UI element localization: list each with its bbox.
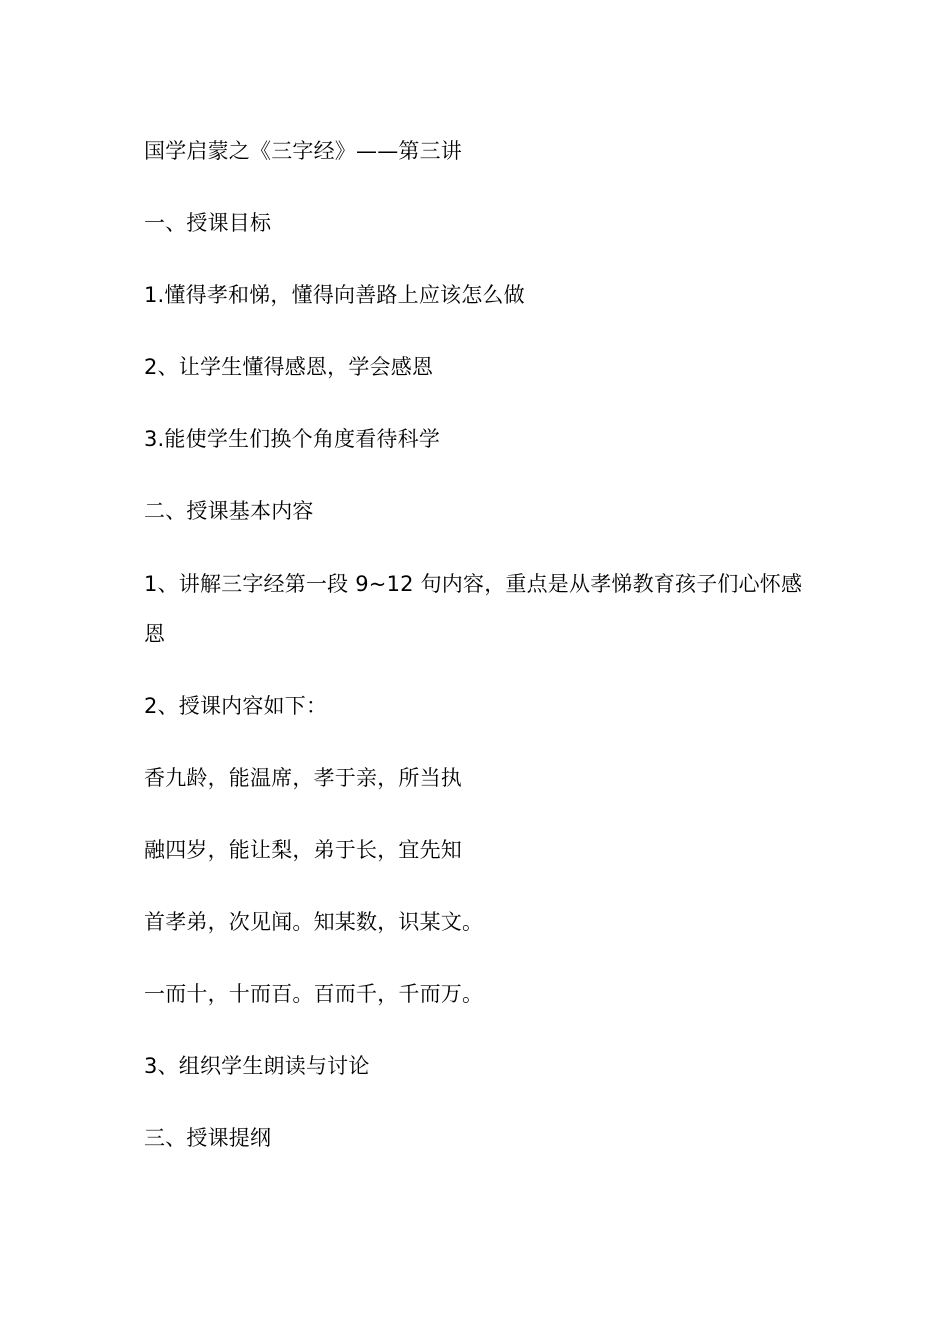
- goal-item-3: 3.能使学生们换个角度看待科学: [144, 427, 441, 451]
- document-title: 国学启蒙之《三字经》——第三讲: [144, 139, 462, 163]
- content-item-1-line-1: 1、讲解三字经第一段 9~12 句内容，重点是从孝悌教育孩子们心怀感: [144, 572, 803, 596]
- content-item-2: 2、授课内容如下：: [144, 694, 328, 718]
- verse-line-4: 一而十，十而百。百而千，千而万。: [144, 982, 484, 1006]
- section-heading-outline: 三、授课提纲: [144, 1126, 272, 1150]
- section-heading-teaching-goals: 一、授课目标: [144, 211, 272, 235]
- section-heading-basic-content: 二、授课基本内容: [144, 499, 314, 523]
- content-item-1-line-2: 恩: [144, 622, 166, 646]
- verse-line-3: 首孝弟，次见闻。知某数，识某文。: [144, 910, 484, 934]
- verse-line-2: 融四岁，能让梨，弟于长，宜先知: [144, 838, 462, 862]
- verse-line-1: 香九龄，能温席，孝于亲，所当执: [144, 766, 462, 790]
- goal-item-1: 1.懂得孝和悌，懂得向善路上应该怎么做: [144, 283, 525, 307]
- content-item-3: 3、组织学生朗读与讨论: [144, 1054, 370, 1078]
- goal-item-2: 2、让学生懂得感恩，学会感恩: [144, 355, 434, 379]
